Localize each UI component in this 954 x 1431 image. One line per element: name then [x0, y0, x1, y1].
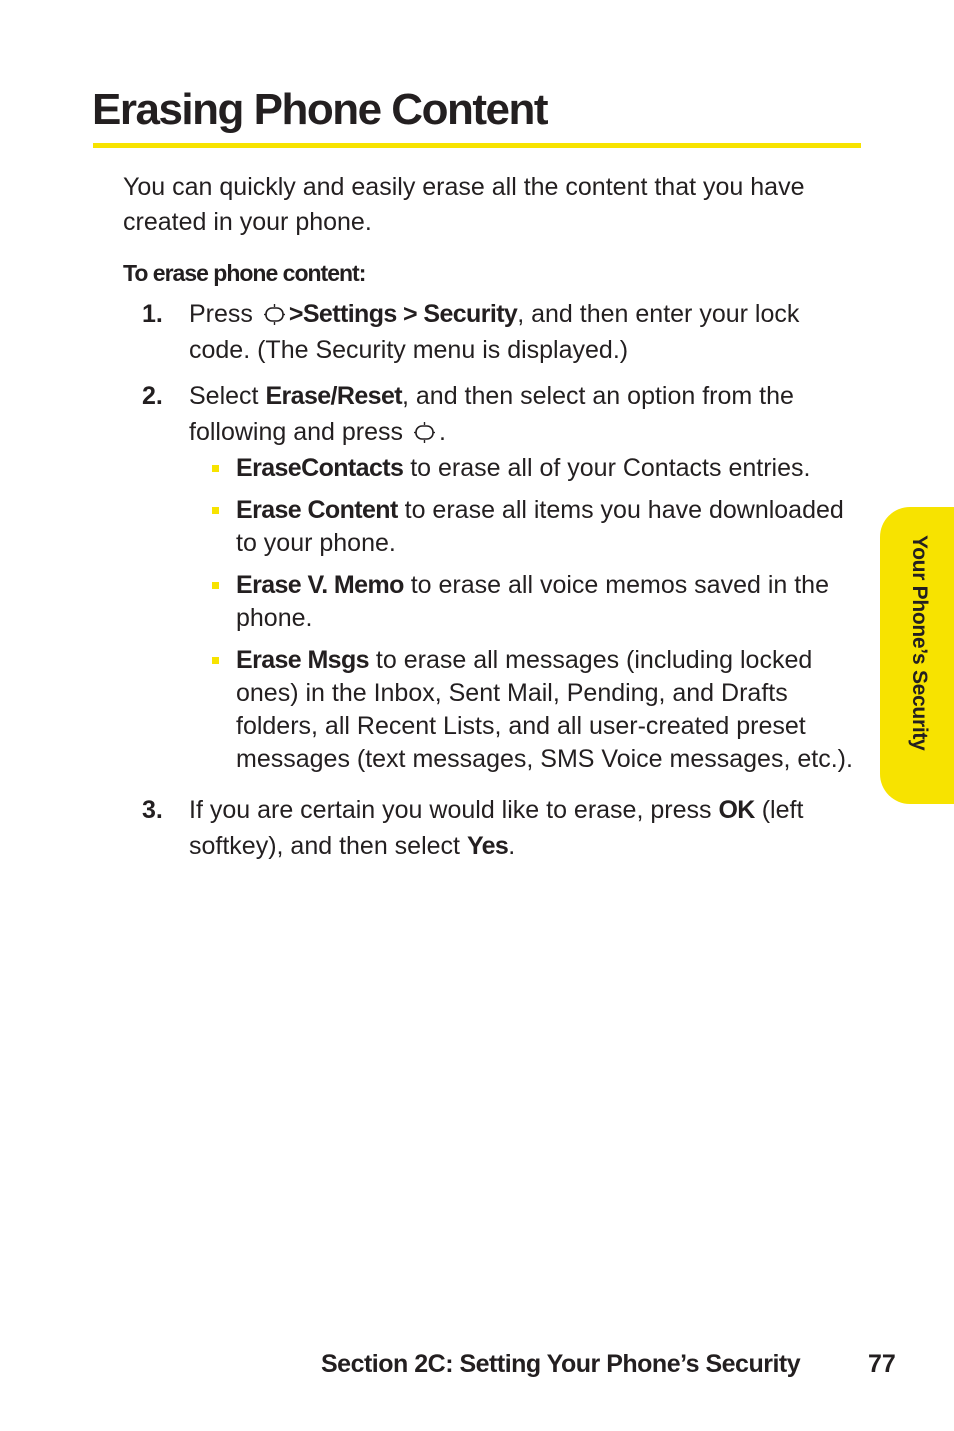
softkey-ok: OK: [718, 796, 755, 824]
bullet-square-icon: [212, 582, 219, 589]
option-label: EraseContacts: [236, 454, 404, 482]
footer-section-title: Section 2C: Setting Your Phone’s Security: [321, 1350, 801, 1378]
step-text: (left softkey), and then select: [189, 796, 804, 860]
option-description: to erase all voice memos saved in the phone.: [236, 571, 829, 632]
menu-ok-key-icon: [264, 304, 285, 325]
menu-ok-key-icon: [414, 422, 435, 443]
option-label: Erase Content: [236, 496, 398, 524]
step-3: [123, 792, 863, 864]
step-text: , and then select an option from the following and press: [189, 382, 794, 446]
procedure-heading: To erase phone content:: [123, 260, 366, 286]
option-label: Erase Msgs: [236, 646, 369, 674]
list-item: [189, 494, 863, 560]
step-1: [123, 296, 863, 368]
option-description: to erase all items you have downloaded to your phone.: [236, 496, 844, 557]
menu-item-erase-reset: Erase/Reset: [265, 382, 402, 410]
list-item: [189, 569, 863, 635]
bullet-square-icon: [212, 657, 219, 664]
step-2: [123, 378, 863, 776]
step-text: , and then enter your lock code. (The Security menu is displayed.): [189, 300, 800, 364]
step-text: Select: [189, 382, 259, 410]
bullet-square-icon: [212, 507, 219, 514]
step-text: If you are certain you would like to erase, press: [189, 796, 712, 824]
step-number: 1.: [142, 300, 163, 328]
main-content: [123, 170, 863, 874]
page-title: Erasing Phone Content: [92, 85, 547, 134]
step-text: Press: [189, 300, 253, 328]
menu-path: >Settings > Security: [288, 300, 518, 328]
step-number: 3.: [142, 796, 163, 824]
bullet-square-icon: [212, 465, 219, 472]
step-number: 2.: [142, 382, 163, 410]
erase-options-list: [189, 452, 863, 776]
intro-paragraph: You can quickly and easily erase all the content that you have created in your phone.: [123, 173, 805, 236]
step-text: .: [438, 418, 446, 446]
section-side-tab-label: Your Phone’s Security: [908, 535, 931, 751]
page-number: 77: [868, 1350, 896, 1378]
title-underline: [93, 143, 861, 148]
list-item: [189, 644, 863, 776]
step-text: .: [508, 832, 516, 860]
option-description: to erase all messages (including locked ones) in the Inbox, Sent Mail, Pending, and Drafts folders, all Recent Lists, and all user-created preset messages (text messages, SMS Voice messages, etc.).: [236, 646, 853, 773]
option-description: to erase all of your Contacts entries.: [410, 454, 811, 482]
list-item: [189, 452, 863, 485]
option-label: Erase V. Memo: [236, 571, 404, 599]
option-yes: Yes: [466, 832, 509, 860]
